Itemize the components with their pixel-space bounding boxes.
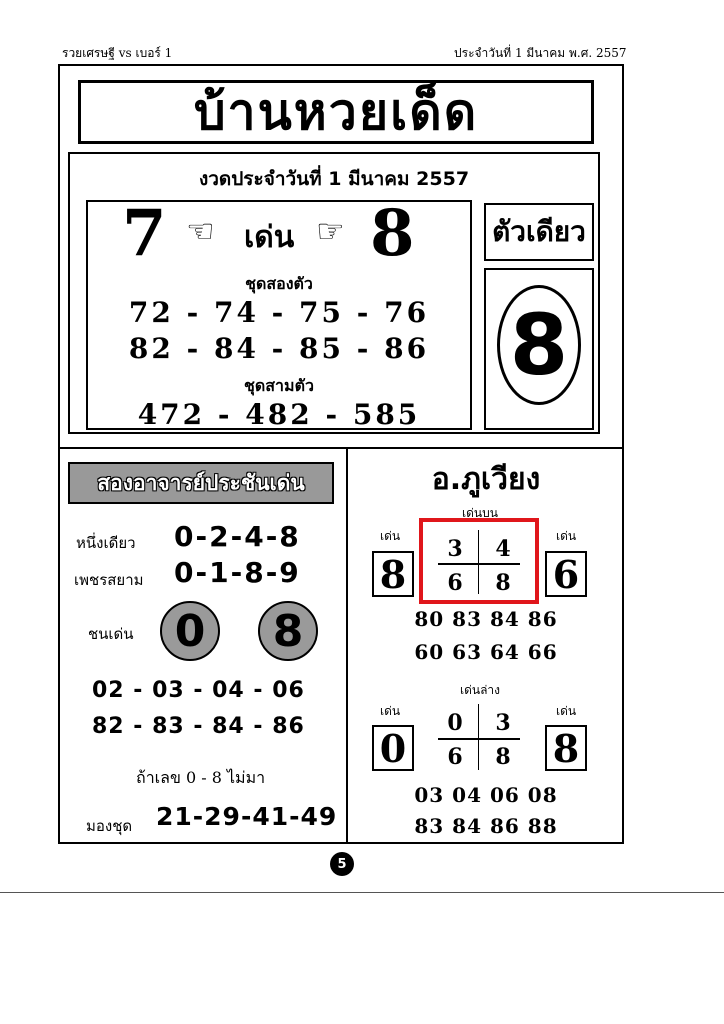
lower-box-right: 8 <box>545 725 587 771</box>
single-digit-label: ตัวเดียว <box>484 203 594 261</box>
upper-row-1: 80 83 84 86 <box>414 607 558 631</box>
right-title: อ.ภูเวียง <box>431 462 541 497</box>
row2-label: เพชรสยาม <box>74 571 144 589</box>
lower-grid-hline <box>438 738 520 740</box>
column-divider <box>346 449 348 842</box>
row2-value: 0-1-8-9 <box>174 556 301 589</box>
page-number: 5 <box>330 852 354 876</box>
ball-8: 8 <box>258 601 318 661</box>
two-digit-row-1: 72 - 74 - 75 - 76 <box>128 296 430 329</box>
note-text: ถ้าเลข 0 - 8 ไม่มา <box>136 768 266 787</box>
upper-grid-bl: 6 <box>447 570 463 596</box>
upper-grid-tl: 3 <box>447 536 463 562</box>
lower-grid-br: 8 <box>495 744 511 770</box>
lower-grid-vline <box>478 704 479 770</box>
lower-grid-bl: 6 <box>447 744 463 770</box>
two-digit-label: ชุดสองตัว <box>245 274 313 293</box>
row3-label: ชนเด่น <box>88 625 134 643</box>
lower-label: เด่นล่าง <box>459 683 501 697</box>
three-digit-label: ชุดสามตัว <box>244 376 314 395</box>
den-label: เด่น <box>244 220 295 255</box>
two-digit-row-2: 82 - 84 - 85 - 86 <box>128 332 430 365</box>
left-banner: สองอาจารย์ประชันเด่น <box>68 462 334 504</box>
lower-row-2: 83 84 86 88 <box>414 814 558 838</box>
section-divider <box>60 447 622 449</box>
main-number-right: 8 <box>370 196 415 271</box>
lower-grid-tr: 3 <box>495 710 511 736</box>
ball-0: 0 <box>160 601 220 661</box>
upper-den-right: เด่น <box>556 529 577 543</box>
row1-label: หนึ่งเดียว <box>76 534 136 552</box>
upper-grid-tr: 4 <box>495 536 511 562</box>
set-label: มองชุด <box>86 817 133 835</box>
upper-row-2: 60 63 64 66 <box>414 640 558 664</box>
hand-left-icon: ☜ <box>186 212 215 250</box>
header-left: รวยเศรษฐี vs เบอร์ 1 <box>62 46 173 60</box>
upper-label: เด่นบน <box>462 506 498 520</box>
lower-den-right: เด่น <box>556 704 577 718</box>
single-digit-number: 8 <box>497 285 581 405</box>
upper-box-left: 8 <box>372 551 414 597</box>
pairs-row-1: 02 - 03 - 04 - 06 <box>92 678 305 703</box>
lower-grid-tl: 0 <box>447 710 463 736</box>
set-value: 21-29-41-49 <box>156 802 338 831</box>
pairs-row-2: 82 - 83 - 84 - 86 <box>92 714 305 739</box>
lower-row-1: 03 04 06 08 <box>414 783 558 807</box>
page-bottom-edge <box>0 892 724 893</box>
row1-value: 0-2-4-8 <box>174 520 301 553</box>
draw-date: งวดประจำวันที่ 1 มีนาคม 2557 <box>198 168 470 190</box>
lower-den-left: เด่น <box>380 704 401 718</box>
header-right: ประจำวันที่ 1 มีนาคม พ.ศ. 2557 <box>454 46 627 60</box>
hand-right-icon: ☞ <box>316 212 345 250</box>
title-box <box>78 80 594 144</box>
upper-den-left: เด่น <box>380 529 401 543</box>
main-number-left: 7 <box>122 196 167 271</box>
upper-box-right: 6 <box>545 551 587 597</box>
highlight-frame <box>419 518 539 604</box>
page-title: บ้านหวยเด็ด <box>193 82 479 141</box>
lower-box-left: 0 <box>372 725 414 771</box>
three-digit-row: 472 - 482 - 585 <box>137 398 421 431</box>
upper-grid-br: 8 <box>495 570 511 596</box>
